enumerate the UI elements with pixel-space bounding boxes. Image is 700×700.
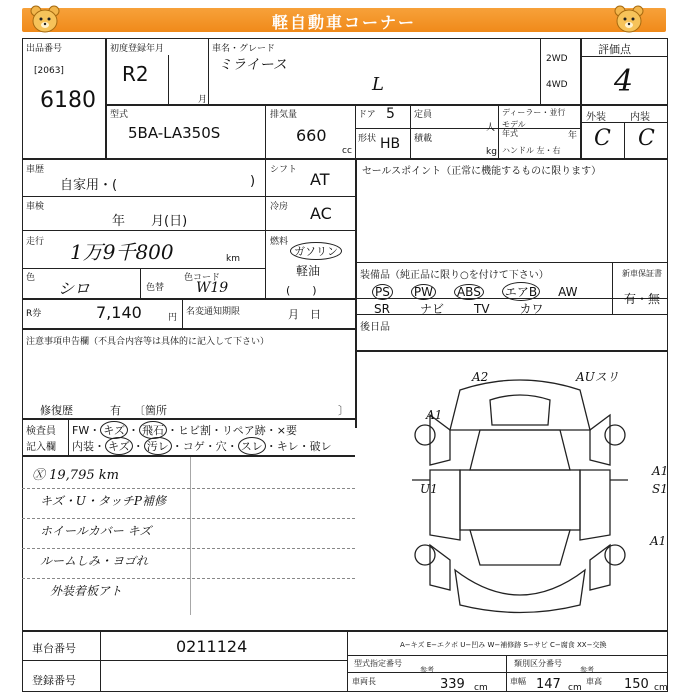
item-2: 汚レ bbox=[144, 437, 172, 455]
shape-label: 形状 bbox=[358, 134, 377, 144]
item-7: 破レ bbox=[309, 440, 332, 453]
item-6: キレ bbox=[276, 440, 299, 453]
recycle-unit: 円 bbox=[168, 313, 178, 323]
sales-label: セールスポイント（正常に機能するものに限ります） bbox=[362, 166, 602, 177]
separator: ・ bbox=[89, 424, 101, 437]
separator: ・ bbox=[226, 440, 238, 453]
int-label: 内装 bbox=[630, 112, 650, 123]
reg-year: R2 bbox=[122, 62, 149, 86]
color-code-value: W19 bbox=[196, 280, 229, 296]
notice-label: 名変通知期限 bbox=[186, 307, 241, 317]
item-1: キズ bbox=[100, 421, 128, 439]
separator: ・ bbox=[171, 440, 183, 453]
note-line: ルームしみ・ヨゴれ bbox=[40, 554, 149, 568]
length-value: 339 bbox=[440, 677, 465, 692]
item-3: ヒビ割 bbox=[178, 424, 211, 437]
cc-unit: cc bbox=[342, 146, 352, 156]
recycle-value: 7,140 bbox=[96, 303, 142, 322]
cm-unit: cm bbox=[474, 683, 488, 693]
note-line: Ⓧ 19,795 km bbox=[32, 468, 119, 483]
length-label: 車両長 bbox=[352, 677, 376, 686]
repair-label: 修復歴 bbox=[40, 404, 73, 417]
cm-unit: cm bbox=[568, 683, 582, 693]
separator: ・ bbox=[167, 424, 178, 437]
warranty-label: 新車保証書 bbox=[622, 269, 662, 278]
model-label: 車名・グレード bbox=[212, 44, 276, 54]
ac-value: AC bbox=[310, 204, 332, 223]
capacity-label: 定員 bbox=[414, 110, 433, 120]
separator: ・ bbox=[94, 440, 105, 453]
declare-label: 注意事項申告欄（不具合内容等は具体的に記入して下さい） bbox=[26, 337, 270, 347]
class-no-label: 類別区分番号 bbox=[514, 659, 562, 668]
lot-label: 出品番号 bbox=[26, 44, 63, 54]
shaken-label: 車検 bbox=[26, 202, 45, 212]
item-0: 内装 bbox=[72, 440, 94, 453]
equip-row bbox=[372, 282, 595, 301]
bear-logo-icon bbox=[28, 4, 62, 34]
ref-note: 参考 bbox=[580, 666, 594, 674]
item-4: リペア跡 bbox=[222, 424, 266, 437]
int-grade: C bbox=[638, 126, 655, 151]
disp-value: 660 bbox=[296, 126, 327, 145]
door-label: ドア bbox=[358, 110, 376, 120]
reg-label: 初度登録年月 bbox=[110, 44, 165, 54]
kg-unit: kg bbox=[486, 147, 497, 157]
item-2: TV bbox=[473, 302, 490, 316]
history-label: 車歴 bbox=[26, 165, 45, 175]
score-label: 評価点 bbox=[598, 43, 631, 56]
item-5: スレ bbox=[238, 437, 266, 455]
history-close: ) bbox=[250, 174, 256, 189]
month-unit: 月 bbox=[198, 95, 208, 105]
note-line: ホイールカバー キズ bbox=[40, 524, 152, 538]
warranty-value: 有・無 bbox=[624, 292, 661, 306]
repair-parts: 〔箇所 bbox=[134, 404, 167, 417]
item-4: AW bbox=[558, 285, 578, 299]
item-0: PS bbox=[372, 284, 393, 300]
dealer-label: ディーラー・並行 bbox=[502, 108, 566, 117]
separator: ・ bbox=[211, 424, 222, 437]
separator: ・ bbox=[298, 440, 310, 453]
lot-sub: [2063] bbox=[34, 66, 64, 76]
item-2: ABS bbox=[454, 284, 484, 300]
damage-mark: A2 bbox=[472, 370, 489, 384]
damage-mark: A1 bbox=[650, 534, 667, 548]
note-line: キズ・U・タッチP補修 bbox=[40, 494, 166, 508]
height-value: 150 bbox=[624, 677, 649, 692]
cm-unit: cm bbox=[654, 683, 668, 693]
wd2: 2WD bbox=[546, 54, 568, 64]
fuel-diesel: 軽油 bbox=[296, 264, 321, 278]
item-1: PW bbox=[411, 284, 436, 300]
damage-legend: A−キズ E−エクボ U−凹み W−補修跡 S−サビ C−腐食 XX−交換 bbox=[400, 641, 607, 649]
width-value: 147 bbox=[536, 677, 561, 692]
equip-row bbox=[374, 300, 574, 317]
rear-label: 後日品 bbox=[360, 322, 390, 333]
type-value: 5BA-LA350S bbox=[128, 124, 221, 142]
item-3: カワ bbox=[519, 302, 544, 316]
note-line: 外装着板アト bbox=[50, 584, 123, 598]
recycle-label: R券 bbox=[26, 309, 42, 319]
repair-value: 有 bbox=[110, 404, 121, 417]
damage-mark: U1 bbox=[420, 482, 438, 496]
color-label: 色 bbox=[26, 273, 36, 283]
type-label: 型式 bbox=[110, 110, 129, 120]
item-4: 穴 bbox=[215, 440, 227, 453]
grade: L bbox=[372, 74, 384, 95]
width-label: 車幅 bbox=[510, 677, 526, 686]
separator: ・ bbox=[265, 440, 277, 453]
damage-mark: A1 bbox=[652, 464, 669, 478]
banner bbox=[22, 8, 666, 32]
load-label: 積載 bbox=[414, 134, 433, 144]
item-5: ×要 bbox=[276, 424, 297, 437]
separator: ・ bbox=[265, 424, 277, 437]
score: 4 bbox=[614, 64, 634, 99]
separator: ・ bbox=[132, 440, 144, 453]
separator: ・ bbox=[204, 440, 216, 453]
height-label: 車高 bbox=[586, 677, 602, 686]
lot-number: 6180 bbox=[40, 88, 96, 113]
year-unit: 年 bbox=[568, 131, 578, 141]
equip-label: 装備品（純正品に限り○を付けて下さい） bbox=[360, 270, 549, 281]
color-code-label: 色コード bbox=[184, 273, 221, 283]
mileage-value: 1万9千800 bbox=[70, 240, 174, 264]
fuel-gasoline: ガソリン bbox=[290, 242, 342, 260]
model-name: ミライース bbox=[218, 57, 287, 73]
chassis-value: 0211124 bbox=[176, 637, 248, 656]
ref-note: 参考 bbox=[420, 666, 434, 674]
ext-label: 外装 bbox=[586, 112, 606, 123]
damage-mark: AUスリ bbox=[576, 370, 619, 384]
color-value: シロ bbox=[58, 279, 91, 298]
shape-value: HB bbox=[380, 136, 401, 152]
item-3: エアB bbox=[502, 282, 540, 301]
ext-grade: C bbox=[594, 126, 611, 151]
repair-close: 〕 bbox=[338, 404, 349, 417]
banner-title: 軽自動車コーナー bbox=[271, 13, 416, 32]
shift-value: AT bbox=[310, 170, 330, 189]
shaken-value: 年 月(日) bbox=[112, 214, 188, 229]
fuel-label: 燃料 bbox=[270, 237, 289, 247]
bear-logo-icon bbox=[612, 4, 646, 34]
separator: ・ bbox=[128, 424, 139, 437]
inspector-label: 検査員 bbox=[26, 426, 56, 437]
door-value: 5 bbox=[386, 106, 395, 122]
mileage-label: 走行 bbox=[26, 237, 45, 247]
reg-number-label: 登録番号 bbox=[32, 674, 76, 687]
item-1: キズ bbox=[105, 437, 133, 455]
item-2: 飛石 bbox=[139, 421, 167, 439]
inspect-row-interior bbox=[72, 437, 332, 455]
disp-label: 排気量 bbox=[270, 110, 298, 120]
person-unit: 人 bbox=[486, 123, 496, 133]
damage-mark: S1 bbox=[652, 482, 668, 496]
shift-label: シフト bbox=[270, 165, 298, 175]
chassis-label: 車台番号 bbox=[32, 642, 76, 655]
item-0: SR bbox=[374, 302, 390, 316]
model-year-label: モデル年式 bbox=[502, 120, 526, 138]
km-unit: km bbox=[226, 254, 240, 264]
fuel-other: ( ) bbox=[286, 284, 317, 297]
history-value: 自家用・( bbox=[60, 178, 118, 193]
handle-label: ハンドル 左・右 bbox=[502, 146, 561, 155]
damage-mark: A1 bbox=[426, 408, 443, 422]
wd4: 4WD bbox=[546, 80, 568, 90]
color-no-label: 色替 bbox=[146, 283, 165, 293]
item-0: FW bbox=[72, 424, 90, 437]
item-3: コゲ bbox=[182, 440, 205, 453]
ac-label: 冷房 bbox=[270, 202, 289, 212]
notice-value: 月 日 bbox=[288, 308, 321, 321]
item-1: ナビ bbox=[419, 302, 444, 316]
entry-label: 記入欄 bbox=[26, 442, 56, 453]
type-no-label: 型式指定番号 bbox=[354, 659, 402, 668]
